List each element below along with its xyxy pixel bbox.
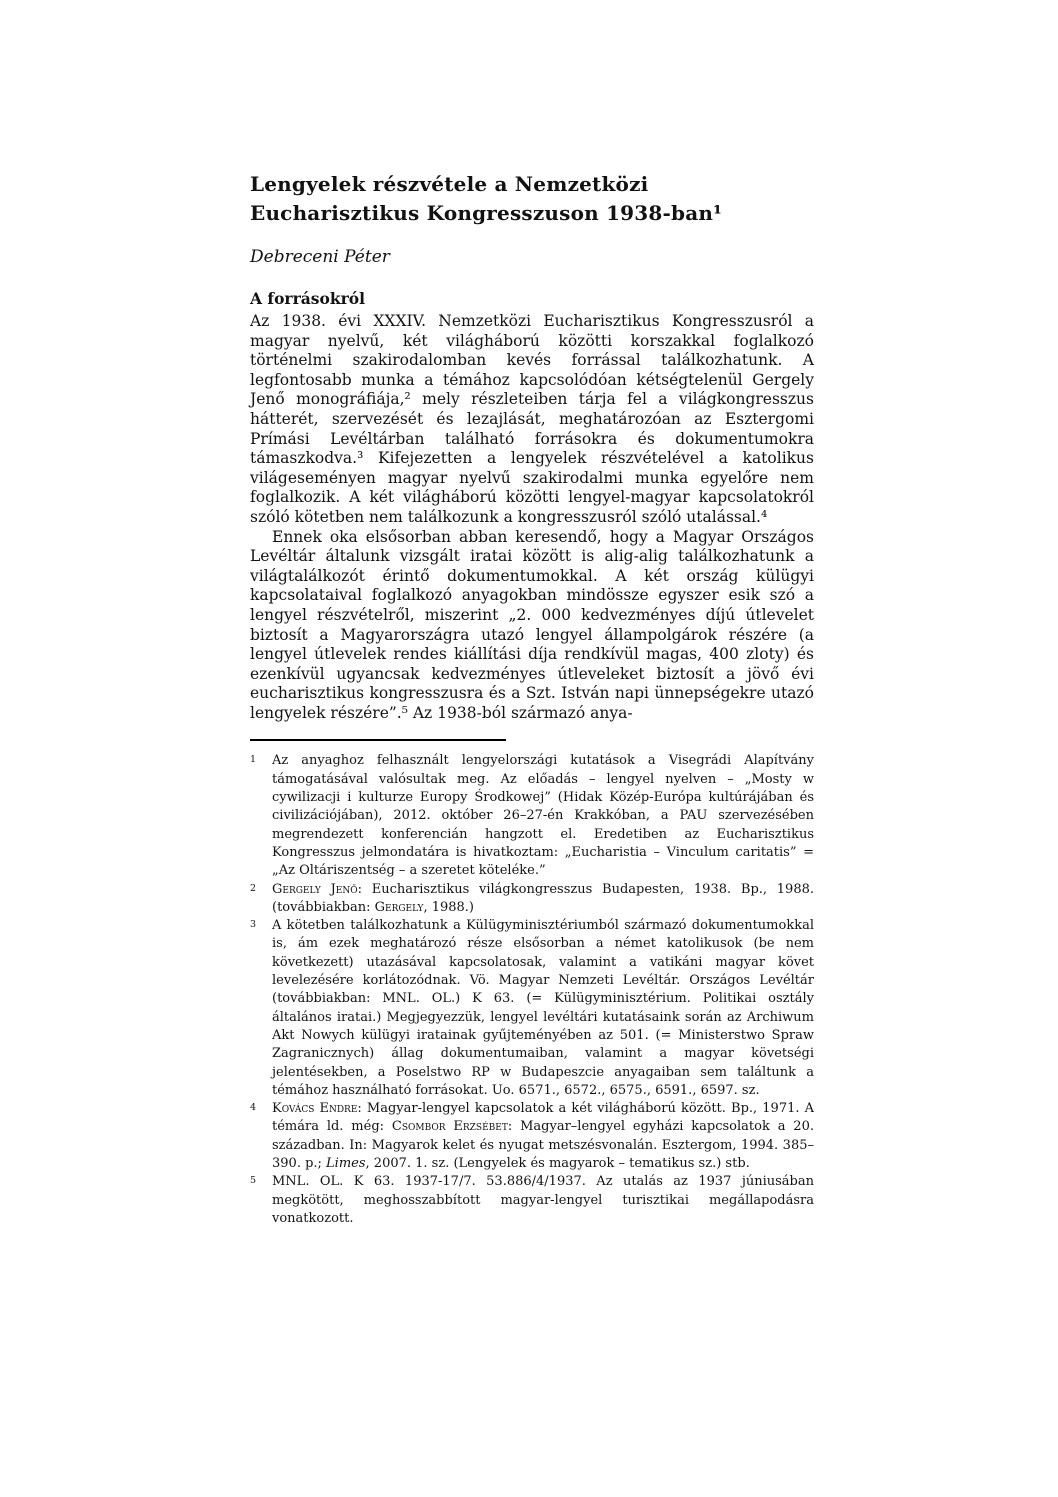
footnote-segment: Az anyaghoz felhasznált lengyelországi kutatások a Visegrádi Alapítvány támogatásával valósultak meg. Az előadás – lengyel nyelven – „Mosty w cywilizacji i kulturze Europy Środkowej” (Hidak Közép-Európa kultúrájában és civilizációjában), 2012. október 26–27-én Krakkóban, a PAU szervezésében megrendezett konferencián hangzott el. Eredetiben az Eucharisztikus Kongresszus jelmondatára is hivatkoztam: „Eucharistia – Vinculum caritatis” = „Az Oltáriszentség – a szeretet köteléke.” [272,753,814,879]
footnote-item [250,881,814,918]
footnote-segment: MNL. OL. K 63. 1937-17/7. 53.886/4/1937. Az utalás az 1937 júniusában megkötött, meghosszabbított magyar-lengyel turisztikai megállapodásra vonatkozott. [272,1174,814,1226]
footnote-segment: A kötetben találkozhatunk a Külügyminisztériumból származó dokumentumokkal is, ám ezek meghatározó része elsősorban a német katolikusok (be nem következett) utazásával kapcsolatosak, valamint a vatikáni magyar követ levelezésére korlátozódnak. Vö. Magyar Nemzeti Levéltár. Országos Levéltár (továbbiakban: MNL. OL.) K 63. (= Külügyminisztérium. Politikai osztály általános iratai.) Megjegyezzük, lengyel levéltári kutatásaink során az Archiwum Akt Nowych külügyi iratainak gyűjteményében az 501. (= Ministerstwo Spraw Zagranicznych) állag dokumentumaiban, valamint a magyar követségi jelentésekben, a Poselstwo RP w Budapeszcie anyagaiban sem találtunk a témához használható forrásokat. Uo. 6571., 6572., 6575., 6591., 6597. sz. [272,918,814,1098]
footnote-segment: , 1988.) [423,899,475,915]
footnote-text [272,881,814,918]
footnote-smallcaps-segment: Gergely Jenő [272,881,358,897]
footnote-smallcaps-segment: Kovács Endre [272,1101,358,1117]
page-title: Lengyelek részvétele a Nemzetközi Eucharisztikus Kongresszuson 1938-ban¹ [250,172,723,225]
footnote-segment: : Magyar-lengyel kapcsolatok a két világháború között. Bp., 1971. A témára ld. még: [272,1101,814,1135]
section-heading: A forrásokról [250,289,366,308]
footnote-segment: : Eucharisztikus világkongresszus Budapesten, 1938. Bp., 1988. (továbbiakban: [272,881,815,915]
footnote-text [272,917,814,1100]
footnote-segment: : Magyar–lengyel egyházi kapcsolatok a 20. században. In: Magyarok kelet és nyugat metszésvonalán. Esztergom, 1994. 385–390. p.; [272,1119,814,1171]
footnote-text [272,752,814,880]
footnote-segment: , 2007. 1. sz. (Lengyelek és magyarok – tematikus sz.) stb. [365,1156,750,1171]
author-name: Debreceni Péter [250,247,390,267]
footnote-number: 5 [250,1175,257,1187]
footnote-item [250,1100,814,1173]
footnote-number: 1 [250,754,257,766]
footnote-item [250,917,814,1100]
footnote-number: 2 [250,882,257,894]
footnote-smallcaps-segment: Gergely [374,899,424,915]
footnote-text [272,1100,814,1173]
footnote-italic-segment: Limes [326,1156,366,1171]
footnote-smallcaps-segment: Csombor Erzsébet [391,1119,508,1135]
footnote-number: 4 [250,1102,257,1114]
footnote-separator-rule [250,739,506,741]
article-content [250,170,814,1228]
body-paragraph-1: Az 1938. évi XXXIV. Nemzetközi Eucharisztikus Kongresszusról a magyar nyelvű, két világháború közötti korszakkal foglalkozó történelmi szakirodalomban kevés forrással találkozhatunk. A legfontosabb munka a témához kapcsolódóan kétségtelenül Gergely Jenő monográfiája,² mely részleteiben tárja fel a világkongresszus hátterét, szervezését és lezajlását, meghatározóan az Esztergomi Prímási Levéltárban található forrásokra és dokumentumokra támaszkodva.³ Kifejezetten a lengyelek részvételével a katolikus világeseményen magyar nyelvű szakirodalmi munka egyelőre nem foglalkozik. A két világháború közötti lengyel-magyar kapcsolatokról szóló kötetben nem találkozunk a kongresszusról szóló utalással.⁴ [250,312,814,526]
footnote-item [250,1173,814,1228]
footnote-list [250,752,814,1228]
footnote-text [272,1173,814,1228]
body-paragraph-2: Ennek oka elsősorban abban keresendő, hogy a Magyar Országos Levéltár általunk vizsgált iratai között is alig-alig találkozhatunk a világtalálkozót érintő dokumentumokkal. A két ország külügyi kapcsolataival foglalkozó anyagokban mindössze egyszer esik szó a lengyel részvételről, miszerint „2. 000 kedvezményes díjú útlevelet biztosít a Magyarországra utazó lengyel állampolgárok részére (a lengyel útlevelek rendes kiállítási díja rendkívül magas, 400 zloty) és ezenkívül ugyancsak kedvezményes útleveleket biztosít a jövő évi eucharisztikus kongresszusra és a Szt. István napi ünnepségekre utazó lengyelek részére”.⁵ Az 1938-ból származó anya- [250,527,814,722]
footnote-item [250,752,814,880]
footnote-number: 3 [250,919,257,931]
